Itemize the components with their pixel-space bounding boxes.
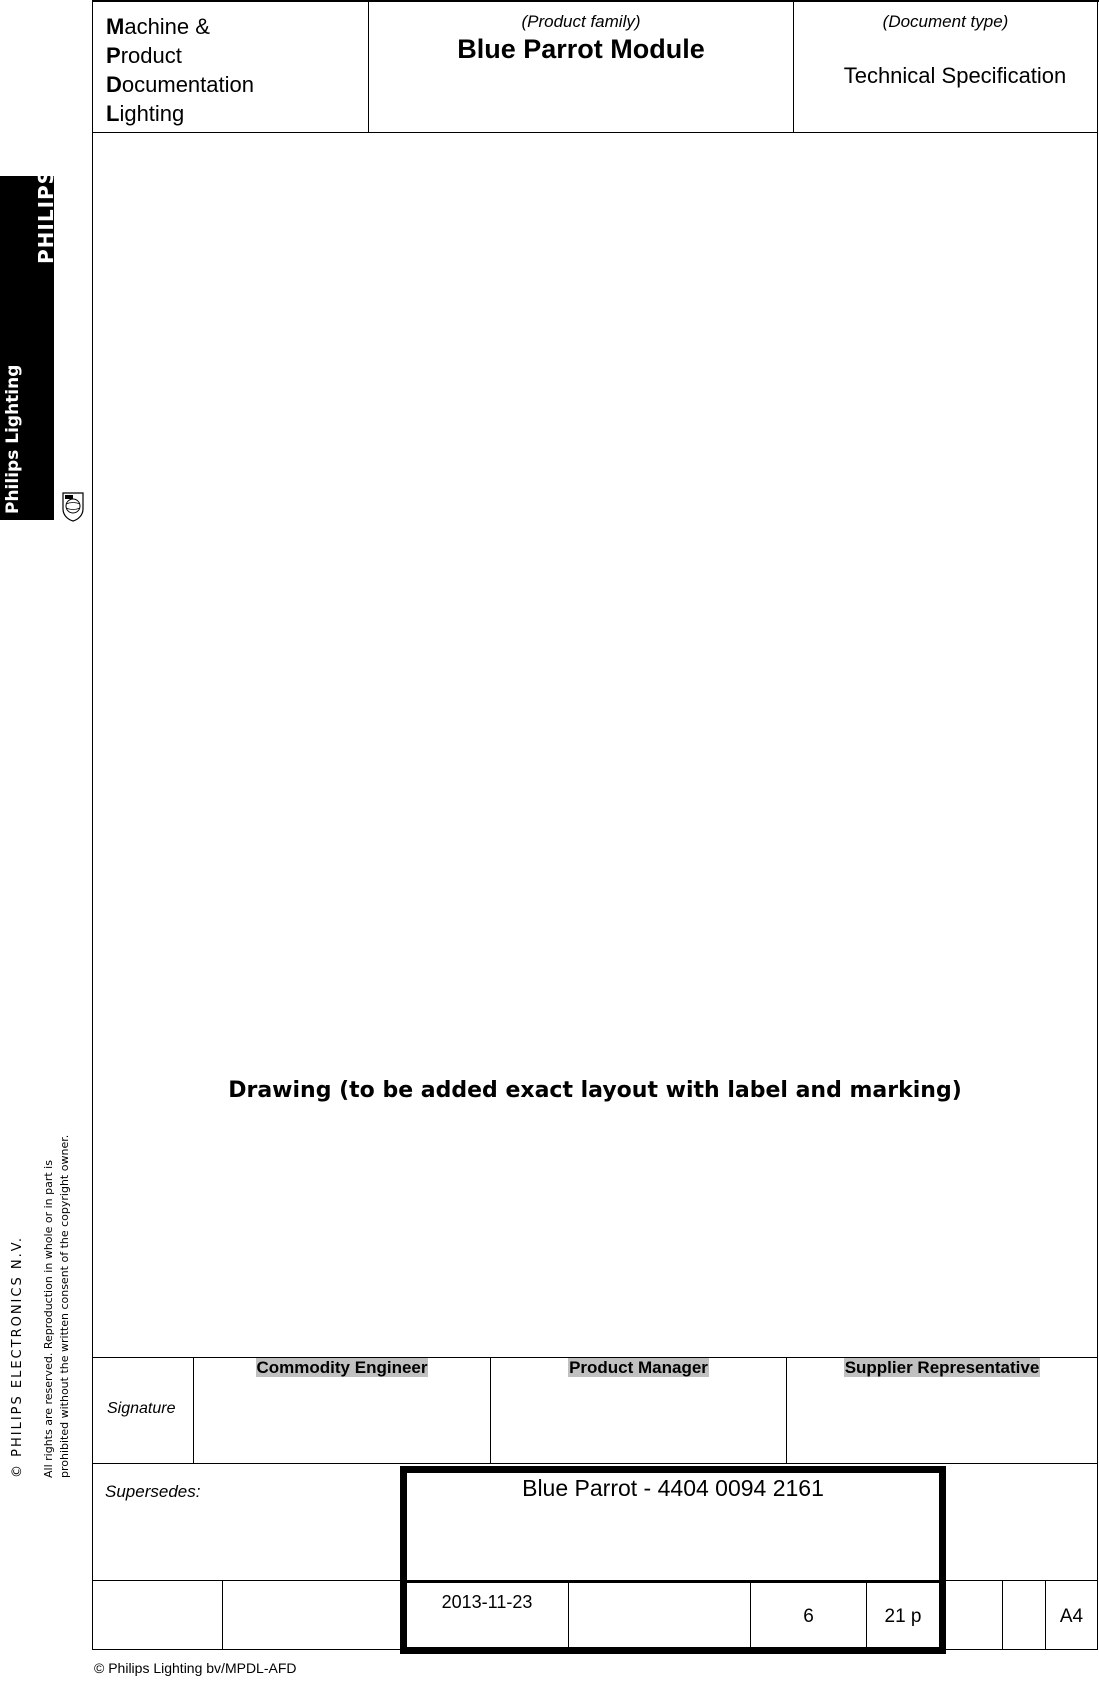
frame-left-border	[92, 0, 93, 1650]
mpdl-line-product: Product	[106, 43, 182, 68]
philips-wordmark: PHILIPS	[34, 168, 58, 264]
document-type-title: Technical Specification	[843, 63, 1067, 88]
rights-notice-line2: prohibited without the written consent of the copyright owner.	[58, 1134, 71, 1478]
document-type-label: (Document type)	[882, 12, 1009, 31]
total-pages: 21 p	[884, 1606, 922, 1627]
footer-divider-a	[222, 1580, 223, 1650]
frame-top-border	[92, 0, 1099, 2]
commodity-engineer-heading: Commodity Engineer	[256, 1358, 428, 1377]
footer-divider-e	[1002, 1580, 1003, 1650]
signature-label: Signature	[107, 1400, 176, 1417]
footer-copyright: © Philips Lighting bv/MPDL-AFD	[94, 1660, 297, 1676]
company-notice: © PHILIPS ELECTRONICS N.V.	[10, 1235, 25, 1478]
header-bottom-border	[92, 132, 1098, 133]
document-box-divider	[400, 1580, 946, 1583]
mpdl-line-lighting: Lighting	[106, 101, 185, 126]
page-number: 6	[803, 1606, 814, 1627]
mpdl-block	[106, 12, 254, 128]
drawing-placeholder-note: Drawing (to be added exact layout with label and marking)	[228, 1078, 962, 1103]
product-family-label: (Product family)	[521, 12, 641, 31]
mpdl-line-documentation: Documentation	[106, 72, 254, 97]
philips-lighting-label: Philips Lighting	[3, 364, 23, 514]
issue-date: 2013-11-23	[441, 1592, 533, 1612]
paper-size: A4	[1059, 1606, 1084, 1627]
philips-shield-icon	[62, 492, 84, 522]
frame-right-border	[1097, 0, 1098, 1650]
supersedes-label: Supersedes:	[105, 1482, 201, 1501]
product-manager-heading: Product Manager	[569, 1358, 708, 1377]
document-number-title: Blue Parrot - 4404 0094 2161	[522, 1475, 824, 1501]
rights-notice-line1: All rights are reserved. Reproduction in whole or in part is	[42, 1160, 55, 1478]
product-family-title: Blue Parrot Module	[457, 34, 705, 64]
supplier-representative-heading: Supplier Representative	[844, 1358, 1040, 1377]
mpdl-line-machine: Machine &	[106, 14, 210, 39]
signature-bottom-border	[92, 1463, 1098, 1464]
